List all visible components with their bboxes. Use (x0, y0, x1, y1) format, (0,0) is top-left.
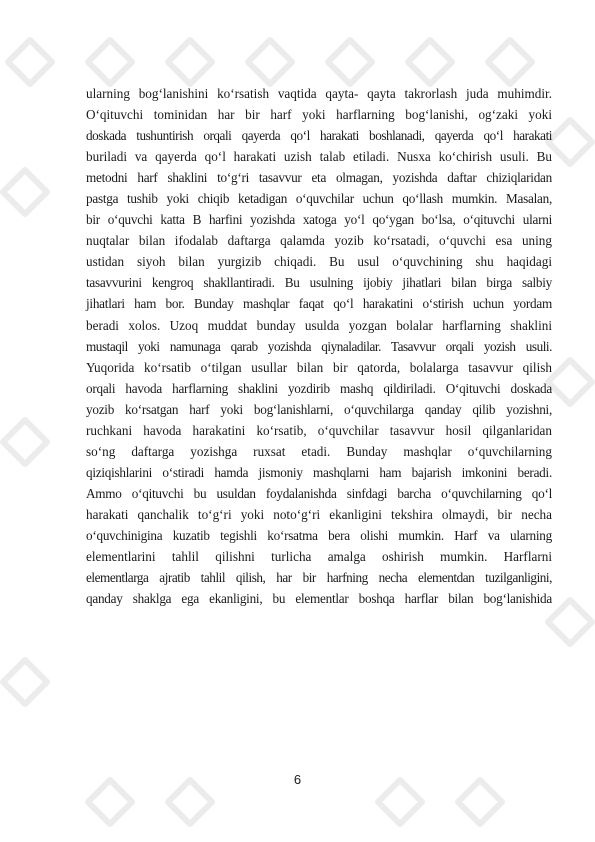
text-line: qiziqishlarini o‘stiradi hamda jismoniy mashqlarni ham bajarish imkonini beradi. (86, 464, 552, 480)
text-line: yozib ko‘rsatgan harf yoki bog‘lanishlarni, o‘quvchilarga qanday qilib yozishni, (86, 401, 552, 417)
text-line: buriladi va qayerda qo‘l harakati uzish talab etiladi. Nusxa ko‘chirish usuli. Bu (86, 149, 552, 165)
text-line: nuqtalar bilan ifodalab daftarga qalamda yozib ko‘rsatadi, o‘quvchi esa uning (86, 233, 552, 249)
text-line: elementlarini tahlil qilishni turlicha amalga oshirish mumkin. Harflarni (86, 549, 552, 565)
text-line: pastga tushib yoki chiqib ketadigan o‘quvchilar uchun qo‘llash mumkin. Masalan, (86, 191, 552, 207)
text-line: ularning bog‘lanishini ko‘rsatish vaqtida qayta- qayta takrorlash juda muhimdir. (86, 86, 552, 101)
text-line: ruchkani havoda harakatini ko‘rsatib, o‘quvchilar tasavvur hosil qilganlaridan (86, 422, 552, 438)
text-line: orqali havoda harflarning shaklini yozdirib mashq qildiriladi. O‘qituvchi doskada (86, 380, 552, 396)
text-line: bir o‘quvchi katta B harfini yozishda xatoga yo‘l qo‘ygan bo‘lsa, o‘qituvchi ularni (86, 212, 552, 228)
text-line: qanday shaklga ega ekanligini, bu elementlar boshqa harflar bilan bog‘lanishida (86, 591, 552, 607)
text-line: elementlarga ajratib tahlil qilish, har bir harfning necha elementdan tuzilganligini, (86, 570, 552, 586)
page-number: 6 (293, 772, 302, 787)
text-line: metodni harf shaklini to‘g‘ri tasavvur eta olmagan, yozishda daftar chiziqlaridan (86, 170, 552, 186)
text-line: tasavvurini kengroq shakllantiradi. Bu usulning ijobiy jihatlari bilan birga salbiy (86, 275, 552, 291)
text-line: doskada tushuntirish orqali qayerda qo‘l harakati boshlanadi, qayerda qo‘l harakati (86, 128, 552, 144)
text-line: so‘ng daftarga yozishga ruxsat etadi. Bunday mashqlar o‘quvchilarning (86, 443, 552, 459)
text-line: harakati qanchalik to‘g‘ri yoki noto‘g‘ri ekanligini tekshira olmaydi, bir necha (86, 506, 552, 522)
text-line: ustidan siyoh bilan yurgizib chiqadi. Bu usul o‘quvchining shu haqidagi (86, 254, 552, 270)
text-line: jihatlari ham bor. Bunday mashqlar faqat qo‘l harakatini o‘stirish uchun yordam (86, 296, 552, 312)
text-line: Ammo o‘qituvchi bu usuldan foydalanishda sinfdagi barcha o‘quvchilarning qo‘l (86, 485, 552, 501)
text-line: beradi xolos. Uzoq muddat bunday usulda yozgan bolalar harflarning shaklini (86, 317, 552, 333)
text-line: o‘quvchinigina kuzatib tegishli ko‘rsatma bera olishi mumkin. Harf va ularning (86, 527, 552, 543)
text-line: O‘qituvchi tominidan har bir harf yoki harflarning bog‘lanishi, og‘zaki yoki (86, 107, 552, 123)
text-line: Yuqorida ko‘rsatib o‘tilgan usullar bilan bir qatorda, bolalarga tasavvur qilish (86, 359, 552, 375)
text-line: mustaqil yoki namunaga qarab yozishda qiynaladilar. Tasavvur orqali yozish usuli. (86, 338, 552, 354)
body-paragraph (86, 83, 552, 609)
